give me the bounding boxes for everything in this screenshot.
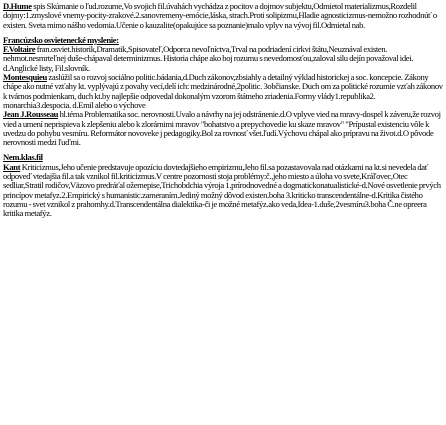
french-enlightenment-heading: Francúzsko osvietenecké myslenie:	[3, 34, 119, 45]
montesquieu-lead: Montesquieu	[3, 72, 47, 83]
montesquieu-paragraph	[3, 73, 443, 110]
voltaire-text: fran.osviet.historik,Dramatik,Spisovateľ,Odporca nevoľníctva,Trval na podriadení cirkvi štátu,Neuznával existen. nehmot.nesmrteľnej duše-chápaval determinizmus. Historia chápe ako boj rozumu s nevedomosťou,zaloval silu dejín považoval idei. d.Anglické listy, Fil.slovník.	[3, 44, 414, 73]
kant-lead: Kant	[3, 161, 21, 172]
hume-paragraph	[3, 2, 443, 30]
voltaire-lead: F.Voltaire	[3, 44, 36, 55]
montesquieu-text: zaslúžil sa o rozvoj sociálno politic.bádania,d.Duch zákonov,zbsiahly a detailný výklad historickej a soc. koncepcie. Zákony chápe ako nutné vzťahy kt. vyplývajú z povahy vecí,delí ich: medzinárodné,2politic. 3občianske. Duch om za politické rozumie vzťah zákonov k tvárnos podmienkam, duch kt.by najlepšie odpovedal dokonalým vzorom štátneho zriadenia.Formy vlády1.republika2. monarchia3.despocia. d.Emil alebo o výchove	[3, 72, 443, 110]
kant-text: Kriticizmus,Jeho učenie predstavuje opozíciu dovtedajšieho empirizmu,Jeho fil.sa pozastavovala nad otázkami na kt.si nevedela dať odpoveď vtedajšia fil.a tak vznikol fil.kriticizmus.V centre pozornosti stoja problémy:č.,jeho miesto a úloha vo svete,Kráľovec,Otec sedliar,Stratil rodičov,Väzovo predráťal ožemepise,Trichobdchia výroja 1.prírodnovedné a dogmatickonatualistické-d.Nové osvetlenie prvých princípov metafyz.2.Empirický s humanistic.zameraním.Jediný možný dôvod existen.boha 3.kriticko transcendentálne-d.Kritika čistého rozumu - svet vznikol z prahomhy.d.Transcendentálna dialektika-či je možné metafýz.ako veda,Idea-1.duše,2vesmíru3.boha Č.ne opreera kritika metafýz.	[3, 161, 441, 219]
french-enlightenment-section	[3, 36, 443, 148]
hume-section	[3, 2, 443, 30]
hume-lead: D.Hume	[3, 1, 32, 11]
german-classical-section	[3, 153, 443, 218]
rousseau-text: hl.téma Problematika soc. nerovnosti.Uvalo a návrhy na jej odstránenie.d.O vplyve vied na mravy-dospel k záveru,že rozvoj vied a umení neprispieva k zlepšeniu alebo k zlorárnimi mravov "bohatstvo a prepychovedie ku skaze mravov" "Prípustal existenciu vôle k uvedzu do pohybu vesmíru. Reformátor novoveke j pedagogiky.Bol za rovnosť všet.ľudí.Výchovu chápal ako prípravu na život.d.O pôvode nerovnosti medzi ľuďmi.	[3, 109, 441, 148]
voltaire-paragraph	[3, 45, 443, 73]
kant-paragraph	[3, 163, 443, 219]
rousseau-lead: Jean J.Rousseau	[3, 109, 59, 120]
german-classical-heading: Nem.klas.fil	[3, 152, 43, 163]
hume-text: spis Skúmanie o ľud.rozume,Vo svojich fil.úvahách vychádza z pocitov a dojmov subjektu,Odmietol materializmus,Rozdelil dojmy:1.zmyslové vnemy-pocity-zrakové.2.sanovremeny-emócie,láska, strach.Proti solipizmu,Hladie agnosticizmus-nemožno rozhodnúť o existen. Sveta mimo nášho vedomia.Učenie o kauzalite(opakujúce sa poznanie)malo vplyv na vývoj fil.Odmietal nab.	[3, 1, 437, 30]
rousseau-paragraph	[3, 110, 443, 147]
